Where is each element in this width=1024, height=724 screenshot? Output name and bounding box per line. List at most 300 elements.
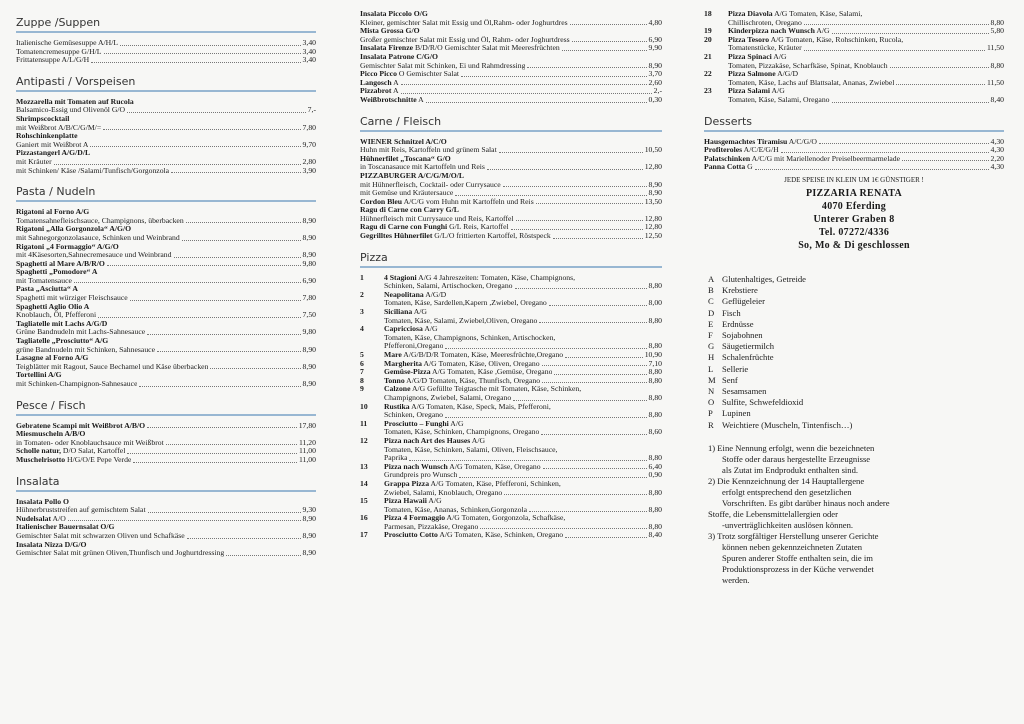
dish-line [360, 87, 399, 96]
pizza-number: 5 [360, 350, 364, 359]
section-title: Antipasti / Vorspeisen [16, 74, 136, 88]
menu-line [704, 146, 1004, 155]
menu-item [16, 243, 316, 260]
dish-price: 12,80 [644, 163, 662, 172]
pizza-number: 11 [360, 418, 368, 428]
allergen-code: D [708, 307, 715, 318]
menu-item [360, 232, 662, 241]
dish-description: Grüne Bandnudeln mit Lachs-Sahnesauce [16, 328, 146, 337]
pizza-allergens: A/G Tomaten, Käse, Pfefferoni, Schinken, [429, 479, 561, 488]
pizza-price: 8,80 [648, 393, 662, 402]
pizza-allergens: A/G/D Tomaten, Käse, Thunfisch, Oregano [404, 376, 541, 385]
pizza-name: Grappa Pizza [384, 479, 430, 488]
address-line: Tel. 07272/4336 [818, 226, 890, 238]
pizza-body [384, 360, 662, 369]
pizza-item [360, 531, 662, 540]
pizza-allergens: A/G Tomaten, Käse, Oregano [447, 462, 541, 471]
dish-description: Hühnerfleisch mit Currysauce und Reis, Kartoffel [360, 214, 514, 223]
dish-description: O Gemischter Salat [396, 70, 460, 79]
dish-price: 7,80 [302, 294, 316, 303]
pizza-allergens: A/G [771, 52, 787, 61]
allergen-row [708, 408, 1004, 419]
menu-line [728, 19, 1004, 28]
footnote-line: 2) Die Kennzeichnung der 14 Hauptallergene [708, 475, 865, 486]
allergen-name: Weichtiere (Muscheln, Tintenfisch…) [722, 419, 853, 430]
pizza-body [384, 377, 662, 386]
dot-leader [147, 422, 297, 429]
allergen-row [708, 397, 1004, 408]
dot-leader [133, 456, 297, 463]
dish-name: Tagliatelle mit Lachs A/G/D [16, 318, 108, 328]
pizza-allergens: A/G 4 Jahreszeiten: Tomaten, Käse, Champignons, [416, 273, 576, 282]
pizza-allergens: A/G/D [775, 70, 799, 79]
dot-leader [515, 282, 647, 289]
menu-line [16, 439, 316, 448]
dish-line [360, 70, 459, 79]
footnote-line: werden. [722, 574, 750, 585]
menu-item [360, 138, 662, 155]
dot-leader [536, 198, 643, 205]
pizza-number: 16 [360, 513, 368, 523]
dot-leader [513, 394, 646, 401]
allergen-row [708, 352, 1004, 363]
pizza-line [384, 385, 662, 394]
dish-name: Rohschinkenplatte [16, 131, 78, 141]
dish-price: 2,20 [990, 154, 1004, 163]
dish-line [360, 232, 551, 241]
dish-name: Miesmuscheln A/B/O [16, 429, 86, 439]
pizza-line [728, 70, 1004, 79]
dish-description: A/C/G/O [787, 137, 817, 146]
pizza-price: 8,80 [648, 282, 662, 291]
dish-price: 12,50 [644, 232, 662, 241]
spacer [16, 175, 316, 179]
dot-leader [91, 56, 300, 63]
pizza-allergens: A/G/D [423, 290, 447, 299]
dish-description: Italienische Gemüsesuppe A/H/L [16, 39, 119, 47]
menu-item [360, 10, 662, 27]
menu-line [360, 96, 662, 105]
pizza-allergens: A/G [448, 419, 464, 428]
menu-line [360, 223, 662, 232]
pizza-price: 8,80 [648, 411, 662, 420]
dish-description: A/C/G vom Huhn mit Kartoffeln und Reis [402, 197, 534, 206]
pizza-body [384, 274, 662, 291]
dish-price: 6,90 [648, 35, 662, 44]
pizza-name: Neapolitana [384, 290, 424, 299]
pizza-body [384, 420, 662, 437]
allergen-row [708, 420, 1004, 431]
dish-price: 3,70 [648, 70, 662, 79]
dot-leader [157, 346, 301, 353]
dish-price: 8,90 [648, 189, 662, 198]
menu-item [704, 146, 1004, 155]
pizza-line [384, 480, 662, 489]
pizza-item [704, 10, 1004, 27]
pizza-name: Mare [384, 351, 402, 359]
pizza-number: 15 [360, 496, 368, 506]
allergen-code: F [708, 329, 713, 340]
pizza-allergens: A/G [422, 325, 438, 334]
menu-item [16, 285, 316, 302]
dot-leader [529, 506, 647, 513]
dot-leader [504, 489, 646, 496]
pizza-item [360, 385, 662, 402]
pizza-body [384, 437, 662, 463]
menu-item [704, 163, 1004, 172]
menu-item [704, 155, 1004, 164]
menu-item [16, 430, 316, 447]
pizza-name: Prosciutto – Funghi [384, 419, 449, 428]
pizza-allergens: A/G Tomaten, Käse, Oliven, Oregano [422, 359, 540, 368]
pizza-body [384, 385, 662, 402]
pizza-number: 2 [360, 289, 364, 299]
section-title: Pasta / Nudeln [16, 185, 96, 199]
pizza-line [384, 351, 563, 360]
pizza-number: 4 [360, 324, 364, 334]
dish-name: Pizzastangerl A/G/D/L [16, 148, 91, 158]
pizza-allergens: A/G/B/D/R Tomaten, Käse, Meeresfrüchte,Oregano [401, 351, 564, 359]
pizza-line [384, 497, 662, 506]
dot-leader [461, 70, 647, 77]
dish-price: 8,90 [302, 216, 316, 225]
dish-name: Pasta „Asciutta“ A [16, 284, 78, 294]
dot-leader [426, 96, 647, 103]
menu-line [16, 56, 316, 65]
allergen-row [708, 296, 1004, 307]
dish-price: 8,90 [302, 233, 316, 242]
dish-price: 8,90 [302, 549, 316, 558]
menu-line [16, 48, 316, 57]
menu-item [16, 498, 316, 515]
dot-leader [562, 44, 647, 51]
pizza-item [360, 274, 662, 291]
dish-name: Tortellini A/G [16, 370, 62, 380]
pizza-line [728, 10, 1004, 19]
pizza-line [384, 514, 662, 523]
dish-name: Rigatoni „Alla Gorgonzola“ A/G/O [16, 224, 132, 234]
allergen-name: Krebstiere [722, 285, 758, 296]
dish-description: Ganiert mit Weißbrot A [16, 140, 89, 149]
menu-item [360, 206, 662, 223]
pizza-description: Zwiebel, Salami, Knoblauch, Oregano [384, 488, 503, 497]
pizza-body [384, 480, 662, 497]
pizza-description: Tomaten, Käse, Lachs auf Blattsalat, Ananas, Zwiebel [728, 78, 895, 87]
menu-column-3 [704, 10, 1004, 586]
pizza-body [728, 10, 1004, 27]
dot-leader [516, 215, 643, 222]
pizza-line [728, 87, 1004, 96]
dish-description: Kleiner, gemischter Salat mit Essig und Öl,Rahm- oder Joghurtdres [360, 18, 568, 27]
pizza-item [360, 437, 662, 463]
pizza-price: 8,80 [648, 376, 662, 385]
pizza-line [384, 531, 563, 540]
menu-line [384, 506, 662, 515]
dish-description: Tomatensahnefleischsauce, Champignons, überbacken [16, 216, 184, 225]
menu-line [16, 456, 316, 465]
pizza-allergens: A/G Tomaten, Käse, Salami, [772, 10, 863, 18]
dish-name: Cordon Bleu [360, 197, 403, 206]
dish-price: 13,50 [644, 197, 662, 206]
dot-leader [210, 363, 300, 370]
dish-name: Picco Picco [360, 70, 397, 79]
pizza-line [384, 360, 540, 369]
dot-leader [130, 294, 301, 301]
dish-line [360, 96, 424, 105]
pizza-body [728, 36, 1004, 53]
footnote-line: Stoffe oder daraus hergestellte Erzeugnisse [722, 453, 871, 464]
dot-leader [401, 87, 652, 94]
pizza-allergens: A/G Tomaten, Käse ,Gemüse, Oregano [430, 368, 553, 377]
section-title: Pizza [360, 250, 388, 264]
allergen-code: P [708, 408, 713, 419]
dish-name: Insalata Piccolo O/G [360, 9, 428, 18]
dish-price: 8,90 [302, 514, 316, 523]
dish-name: Nudelsalat [16, 514, 52, 523]
dish-name: Langosch [360, 78, 392, 87]
pizza-allergens: A/G Tomaten, Käse, Rohschinken, Rucola, [769, 35, 904, 44]
spacer [16, 465, 316, 469]
allergen-name: Lupinen [722, 408, 751, 419]
dish-description: mit Schinken-Champignon-Sahnesauce [16, 380, 138, 388]
section-divider [16, 414, 316, 416]
menu-item [16, 48, 316, 57]
dish-name: Gegrilltes Hühnerfilet [360, 232, 433, 241]
menu-item [16, 56, 316, 65]
menu-item [16, 320, 316, 337]
dish-price: 3,40 [302, 47, 316, 56]
menu-item [360, 172, 662, 189]
dish-name: Shrimpscocktail [16, 113, 70, 123]
dot-leader [539, 317, 646, 324]
dish-line [16, 447, 125, 456]
footnote-line: 1) Eine Nennung erfolgt, wenn die bezeichneten [708, 442, 875, 453]
menu-line [16, 39, 316, 48]
spacer [16, 65, 316, 69]
menu-line [384, 471, 662, 480]
dish-name: Insalata Firenze [360, 44, 414, 53]
restaurant-address [704, 187, 1004, 252]
dish-name: Palatschinken [704, 154, 751, 163]
allergen-code: A [708, 273, 715, 284]
dot-leader [487, 163, 643, 170]
pizza-description: Tomaten, Käse, Salami, Oregano [728, 95, 830, 104]
dish-name: Mista Grossa G/O [360, 26, 420, 36]
menu-line [704, 138, 1004, 147]
pizza-name: Kinderpizza nach Wunsch [728, 27, 815, 36]
dish-price: 8,90 [648, 180, 662, 189]
pizza-number: 7 [360, 367, 364, 377]
menu-item [360, 96, 662, 105]
allergen-row [708, 341, 1004, 352]
dot-leader [445, 411, 647, 418]
dish-name: Gebratene Scampi mit Weißbrot A/B/O [16, 421, 146, 430]
allergen-name: Sesamsamen [722, 385, 767, 396]
dot-leader [127, 447, 297, 454]
menu-line [728, 27, 1004, 36]
menu-line [384, 411, 662, 420]
pizza-number: 1 [360, 272, 364, 282]
section-divider [360, 130, 662, 132]
footnote-line: -unverträglichkeiten auslösen können. [722, 519, 854, 530]
allergen-code: B [708, 285, 714, 296]
pizza-item [704, 87, 1004, 104]
address-line: So, Mo & Di geschlossen [798, 239, 910, 251]
allergen-name: Säugetiermilch [722, 341, 775, 352]
pizza-number: 3 [360, 307, 364, 317]
dot-leader [139, 380, 300, 387]
pizza-description: Tomaten, Käse, Sardellen,Kapern ,Zwiebel, Oregano [384, 299, 547, 308]
pizza-number: 21 [704, 51, 712, 61]
section-divider [16, 200, 316, 202]
menu-line [360, 87, 662, 96]
section-title: Insalata [16, 474, 60, 488]
dish-price: 6,90 [302, 276, 316, 285]
dish-price: 7,- [307, 106, 316, 115]
pizza-description: Tomaten, Käse, Schinken, Champignons, Oregano [384, 428, 540, 437]
pizza-body [384, 497, 662, 514]
pizza-line [728, 27, 830, 36]
allergen-row [708, 285, 1004, 296]
allergen-row [708, 308, 1004, 319]
dish-price: 8,90 [648, 61, 662, 70]
menu-line [384, 489, 662, 498]
pizza-number: 12 [360, 435, 368, 445]
pizza-name: Pizza Hawaii [384, 497, 427, 506]
pizza-price: 8,80 [648, 454, 662, 463]
dish-description: Gemischter Salat mit schwarzen Oliven und Schafkäse [16, 531, 185, 540]
menu-item [360, 155, 662, 172]
footnote-line: erfolgt entsprechend den gesetzlichen [722, 486, 852, 497]
pizza-number: 13 [360, 461, 368, 471]
dish-line [360, 223, 509, 232]
menu-line [360, 232, 662, 241]
dish-price: 10,50 [644, 146, 662, 155]
dish-price: 9,90 [648, 44, 662, 53]
pizza-name: Rustika [384, 402, 410, 411]
pizza-description: Champignons, Zwiebel, Salami, Oregano [384, 393, 512, 402]
dot-leader [186, 217, 301, 224]
dot-leader [902, 155, 989, 162]
allergen-row [708, 375, 1004, 386]
pizza-item [360, 463, 662, 480]
allergen-code: H [708, 352, 715, 363]
pizza-body [728, 27, 1004, 36]
menu-line [384, 428, 662, 437]
dot-leader [98, 311, 300, 318]
dot-leader [819, 138, 989, 145]
address-line: PIZZARIA RENATA [805, 187, 903, 199]
dish-name: Insalata Nizza D/G/O [16, 539, 87, 549]
pizza-price: 0,90 [648, 471, 662, 480]
allergen-row [708, 386, 1004, 397]
menu-line [728, 62, 1004, 71]
menu-item [16, 225, 316, 242]
dot-leader [147, 328, 300, 335]
section-divider [16, 490, 316, 492]
menu-item [360, 53, 662, 70]
menu-line [360, 215, 662, 224]
pizza-description: Grundpreis pro Wunsch [384, 471, 458, 480]
menu-item [16, 447, 316, 456]
section-divider [360, 266, 662, 268]
dot-leader [401, 79, 647, 86]
menu-item [360, 87, 662, 96]
dot-leader [570, 19, 647, 26]
allergen-name: Senf [722, 374, 738, 385]
address-line: Unterer Graben 8 [813, 213, 895, 225]
dot-leader [832, 27, 989, 34]
allergen-code: E [708, 318, 714, 329]
dish-description: Gemischter Salat mit grünen Oliven,Thunfisch und Joghurtdressing [16, 549, 225, 558]
menu-item [16, 98, 316, 115]
dish-description: B/D/R/O Gemischter Salat mit Meeresfrüchten [413, 44, 560, 53]
menu-item [16, 354, 316, 371]
pizza-allergens: A/G [412, 308, 427, 317]
allergen-code: C [708, 296, 714, 307]
dot-leader [120, 39, 301, 46]
dot-leader [68, 515, 301, 522]
allergen-name: Schalenfrüchte [722, 352, 774, 363]
allergen-name: Sojabohnen [722, 329, 763, 340]
dish-name: WIENER Schnitzel A/C/O [360, 136, 447, 146]
pizza-description: Schinken, Oregano [384, 411, 443, 420]
dish-description: Tomatencremesuppe G/H/L [16, 47, 102, 56]
pizza-body [728, 87, 1004, 104]
menu-line [384, 394, 662, 403]
pizza-allergens: A/G Tomaten, Gorgonzola, Schafkäse, [445, 514, 566, 523]
dish-description: A/O [51, 514, 66, 523]
pizza-line [384, 463, 541, 472]
dish-name: Ragu di Carne con Funghi [360, 223, 448, 232]
menu-item [16, 132, 316, 149]
dish-description: mit 4Käsesorten,Sahnecremesauce und Weinbrand [16, 251, 172, 260]
dish-line [704, 163, 753, 172]
pizza-name: Pizza Salami [728, 87, 771, 96]
allergen-name: Glutenhaltiges, Getreide [722, 273, 806, 284]
pizza-price: 10,90 [644, 351, 662, 359]
menu-item [360, 189, 662, 198]
footnote-line: Spuren anderer Stoffe enthalten sein, die im [722, 552, 873, 563]
dot-leader [549, 299, 647, 306]
dish-price: 7,50 [302, 311, 316, 320]
pizza-allergens: A/G [470, 436, 486, 445]
pizza-name: Capricciosa [384, 325, 423, 334]
dot-leader [503, 181, 647, 188]
dish-description: A [391, 87, 399, 96]
pizza-price: 8,60 [648, 428, 662, 437]
dish-name: PIZZABURGER A/C/G/M/O/L [360, 170, 465, 180]
dot-leader [459, 471, 646, 478]
pizza-body [384, 531, 662, 540]
pizza-price: 11,50 [986, 78, 1004, 87]
pizza-body [728, 53, 1004, 70]
menu-line [360, 36, 662, 45]
pizza-description: Chillischroten, Oregano [728, 18, 802, 27]
pizza-description: Paprika [384, 454, 408, 463]
allergen-row [708, 364, 1004, 375]
pizza-name: Pizza Diavola [728, 10, 773, 18]
pizza-item [704, 27, 1004, 36]
dot-leader [480, 523, 646, 530]
dish-name: Hühnerfilet „Toscana“ G/O [360, 153, 451, 163]
dot-leader [166, 439, 297, 446]
pizza-number: 19 [704, 26, 712, 36]
pizza-description: Tomatenstücke, Kräuter [728, 44, 802, 53]
menu-item [16, 167, 316, 176]
dot-leader [804, 44, 985, 51]
menu-line [704, 155, 1004, 164]
